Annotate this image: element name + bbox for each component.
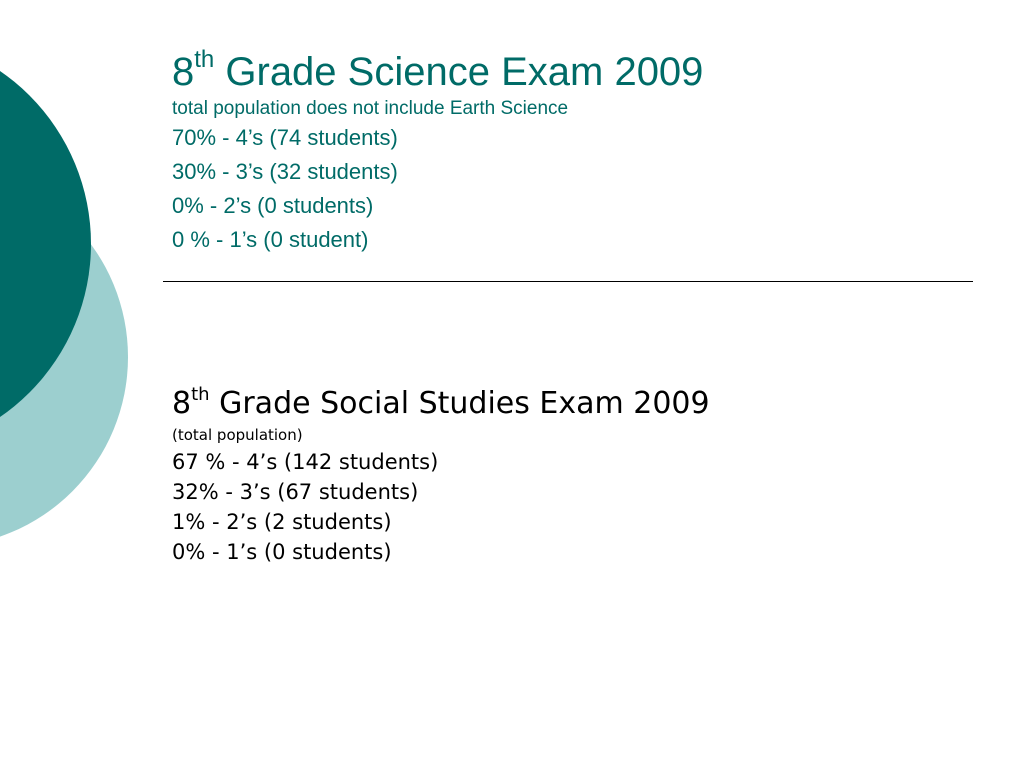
science-result-4s: 70% - 4’s (74 students) bbox=[172, 125, 398, 150]
social-studies-results bbox=[172, 447, 710, 567]
social-studies-result-2s: 1% - 2’s (2 students) bbox=[172, 510, 392, 534]
science-result-1s: 0 % - 1’s (0 student) bbox=[172, 227, 369, 252]
social-studies-title-text: Grade Social Studies Exam 2009 bbox=[209, 386, 710, 421]
social-studies-result-4s: 67 % - 4’s (142 students) bbox=[172, 450, 439, 474]
social-studies-result-3s: 32% - 3’s (67 students) bbox=[172, 480, 419, 504]
social-studies-result-1s: 0% - 1’s (0 students) bbox=[172, 540, 392, 564]
section-divider bbox=[163, 281, 973, 282]
social-studies-title bbox=[172, 383, 710, 425]
social-studies-subtitle: (total population) bbox=[172, 426, 303, 444]
science-result-3s: 30% - 3’s (32 students) bbox=[172, 159, 398, 184]
science-result-2s: 0% - 2’s (0 students) bbox=[172, 193, 374, 218]
science-results bbox=[172, 121, 703, 257]
science-title bbox=[172, 45, 704, 96]
science-title-text: Grade Science Exam 2009 bbox=[214, 50, 704, 94]
social-studies-title-superscript: th bbox=[191, 384, 210, 405]
science-section bbox=[172, 45, 704, 257]
science-title-superscript: th bbox=[194, 45, 215, 73]
science-title-prefix: 8 bbox=[172, 50, 195, 94]
science-subtitle: total population does not include Earth Science bbox=[172, 98, 569, 119]
social-studies-title-prefix: 8 bbox=[172, 386, 192, 421]
social-studies-section bbox=[172, 383, 710, 567]
